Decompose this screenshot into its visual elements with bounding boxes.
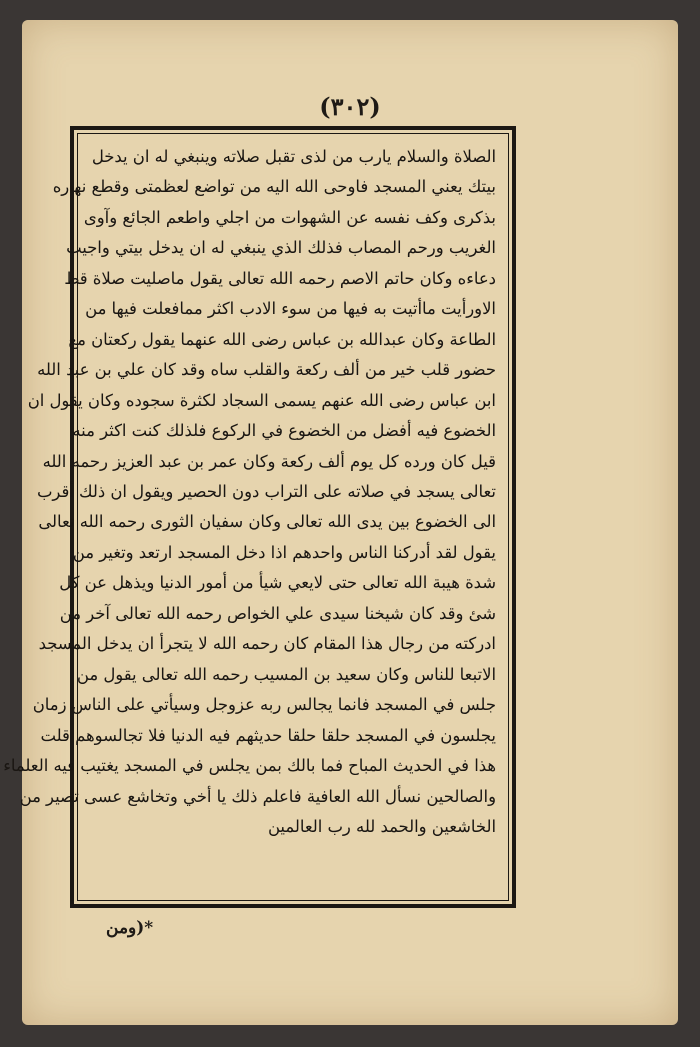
text-line: يجلسون في المسجد حلقا حلقا حديثهم فيه الدنيا فلا تجالسوهم قلت	[40, 725, 496, 745]
text-line: الصلاة والسلام يارب من لذى تقبل صلاته وينبغي له ان يدخل	[91, 147, 496, 166]
text-line: بيتك يعني المسجد فاوحى الله اليه من تواضع لعظمتى وقطع نهاره	[52, 177, 496, 197]
text-line: الاورأيت ماأتيت به فيها من سوء الادب اكثر ممافعلت فيها من	[85, 299, 496, 319]
text-line: شئ وقد كان شيخنا سيدى علي الخواص رحمه الله تعالى آخر من	[59, 603, 496, 623]
text-line: تعالى يسجد في صلاته على التراب دون الحصير ويقول ان ذلك أقرب	[36, 481, 496, 501]
text-line: ابن عباس رضى الله عنهم يسمى السجاد لكثرة سجوده وكان يقول ان	[27, 390, 496, 410]
text-line: يقول لقد أدركنا الناس واحدهم اذا دخل المسجد ارتعد وتغير من	[72, 542, 496, 562]
page-number: (٣٠٢)	[319, 92, 381, 121]
catchword: *(ومن	[106, 918, 154, 938]
text-line: قيل كان ورده كل يوم ألف ركعة وكان عمر بن عبد العزيز رحمه الله	[42, 451, 496, 471]
text-line: حضور قلب خير من ألف ركعة والقلب ساه وقد كان علي بن عبد الله	[37, 360, 496, 380]
book-page	[3, 20, 678, 1025]
text-line: الخاشعين والحمد لله رب العالمين	[267, 816, 496, 836]
text-line: الغريب ورحم المصاب فذلك الذي ينبغي له ان يدخل بيتي واجيب	[66, 238, 496, 258]
text-line: جلس في المسجد فانما يجالس ربه عزوجل وسيأتي على الناس زمان	[32, 695, 496, 715]
text-line: الطاعة وكان عبدالله بن عباس رضى الله عنهما يقول ركعتان مع	[68, 329, 496, 349]
text-line: الاتبعا للناس وكان سعيد بن المسيب رحمه الله تعالى يقول من	[76, 664, 496, 684]
text-line: دعاءه وكان حاتم الاصم رحمه الله تعالى يقول ماصليت صلاة قط	[64, 268, 496, 288]
text-line: ادركته من رجال هذا المقام كان رحمه الله لا يتجرأ ان يدخل المسجد	[38, 634, 496, 654]
text-line: بذكرى وكف نفسه عن الشهوات من اجلي واطعم الجائع وآوى	[83, 207, 496, 227]
text-line: هذا في الحديث المباح فما بالك بمن يجلس في المسجد يغتيب فيه العلماء	[3, 756, 496, 776]
text-line: والصالحين نسأل الله العافية فاعلم ذلك يا أخي وتخاشع عسى تصير من	[19, 786, 496, 806]
text-frame	[3, 126, 516, 908]
text-line: الخضوع فيه أفضل من الخضوع في الركوع فلذلك كنت اكثر منه	[72, 421, 496, 441]
text-line: الى الخضوع بين يدى الله تعالى وكان سفيان الثورى رحمه الله تعالى	[38, 512, 496, 532]
text-line: شدة هيبة الله تعالى حتى لايعي شيأ من أمور الدنيا ويذهل عن كل	[59, 573, 496, 593]
body-text	[3, 142, 496, 842]
